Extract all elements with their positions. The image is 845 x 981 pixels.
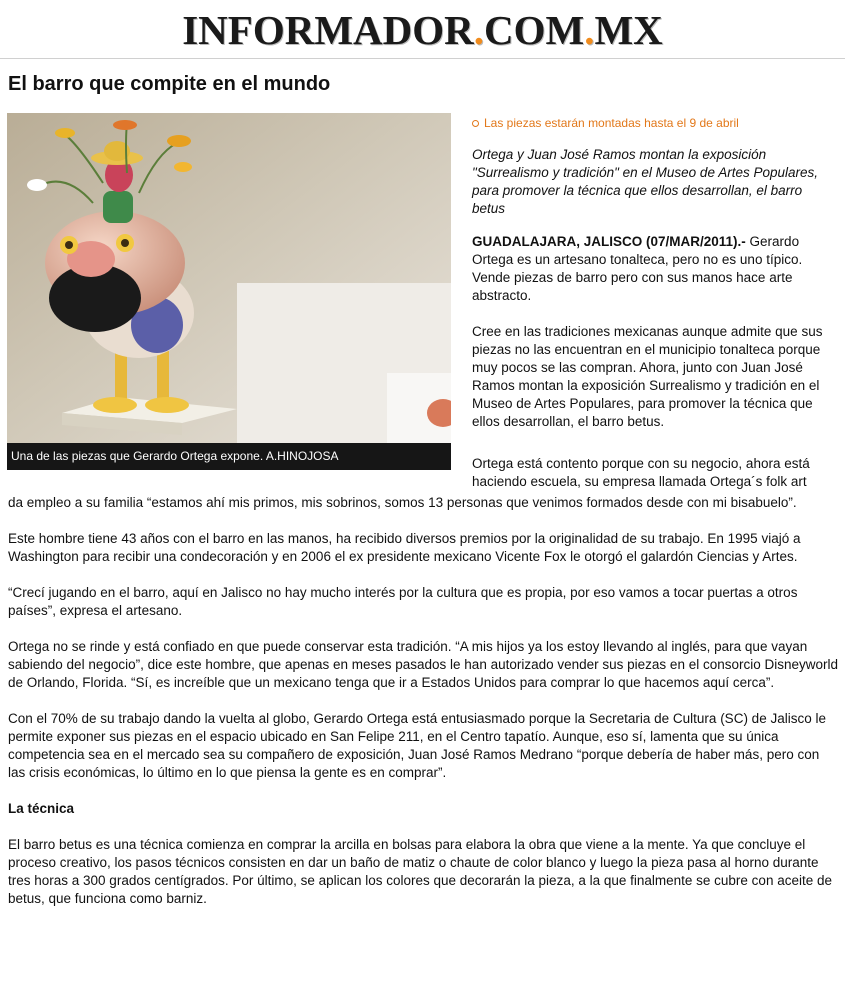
article-lede: Ortega y Juan José Ramos montan la exposición "Surrealismo y tradición" en el Museo de Artes Populares, para promover la técnica que ellos desarrollan, el barro betus [472,147,818,216]
paragraph-7: Con el 70% de su trabajo dando la vuelta al globo, Gerardo Ortega está entusiasmado porque la Secretaria de Cultura (SC) de Jalisco le permite exponer sus piezas en el espacio ubicado en San Felipe 211, en el Centro tapatío. Aunque, eso sí, lamenta que su única competencia sea en el mercado sea su compañero de exposición, Juan José Ramos Medrano “porque debería de haber más, pero con las crisis económicas, lo último en lo que piensa la gente es en comprar”. [8,711,826,780]
article-highlight[interactable] [472,116,739,130]
header-divider [0,58,845,59]
article-photo-figure [7,113,451,470]
paragraph-5: “Crecí jugando en el barro, aquí en Jalisco no hay mucho interés por la cultura que es propia, por eso vamos a tocar puertas a otros países”, expresa el artesano. [8,585,798,618]
article-photo [7,113,451,443]
highlight-text: Las piezas estarán montadas hasta el 9 de abril [484,116,739,130]
subheading: La técnica [8,801,75,816]
paragraph-2: Cree en las tradiciones mexicanas aunque admite que sus piezas no las encuentran en el municipio tonalteca porque muy pocos se las compran. Ahora, junto con Juan José Ramos montan la exposición Surrealismo y tradición en el Museo de Artes Populares, para promover la técnica que ellos desarrollan, el barro betus. [472,324,823,429]
article-body [8,494,838,926]
paragraph-3: da empleo a su familia “estamos ahí mis primos, mis sobrinos, somos 13 personas que venimos formados desde con mi bisabuelo”. [8,495,797,510]
paragraph-8: El barro betus es una técnica comienza en comprar la arcilla en bolsas para elabora la obra que viene a la mente. Ya que concluye el proceso creativo, los pasos técnicos consisten en dar un baño de matiz o chaute de color blanco y luego la pieza pasa al horno durante tres horas a 300 grados centígrados. Por último, se aplican los colores que decorarán la pieza, a la que finalmente se cubre con aceite de betus, que funciona como barniz. [8,837,832,906]
site-logo[interactable]: INFORMADOR.COM.MX [182,7,663,53]
article-body-top [472,233,837,449]
paragraph-4: Este hombre tiene 43 años con el barro en las manos, ha recibido diversos premios por la originalidad de su trabajo. En 1995 viajó a Washington para recibir una condecoración y en 2006 el ex presidente mexicano Vicente Fox le otorgó el galardón Ciencias y Artes. [8,531,801,564]
masthead [0,0,845,56]
article-title: El barro que compite en el mundo [8,73,331,95]
paragraph-6: Ortega no se rinde y está confiado en que puede conservar esta tradición. “A mis hijos ya los estoy llevando al inglés, para que vayan sabiendo del negocio”, dice este hombre, que apenas en meses pasados le han autorizado vender sus piezas en el consorcio Disneyworld de Orlando, Florida. “Sí, es increíble que un mexicano tenga que ir a Estados Unidos para comprar lo que hacemos aquí cerca”. [8,639,839,690]
dateline: GUADALAJARA, JALISCO (07/MAR/2011).- [472,234,746,249]
photo-caption: Una de las piezas que Gerardo Ortega expone. A.HINOJOSA [7,443,451,470]
bullet-icon [472,120,479,127]
paragraph-1: GUADALAJARA, JALISCO (07/MAR/2011).- Gerardo Ortega es un artesano tonalteca, pero no es uno típico. Vende piezas de barro pero con sus manos hace arte abstracto. [472,234,803,303]
paragraph-3-start: Ortega está contento porque con su negocio, ahora está haciendo escuela, su empresa llamada Ortega´s folk art [472,456,810,489]
